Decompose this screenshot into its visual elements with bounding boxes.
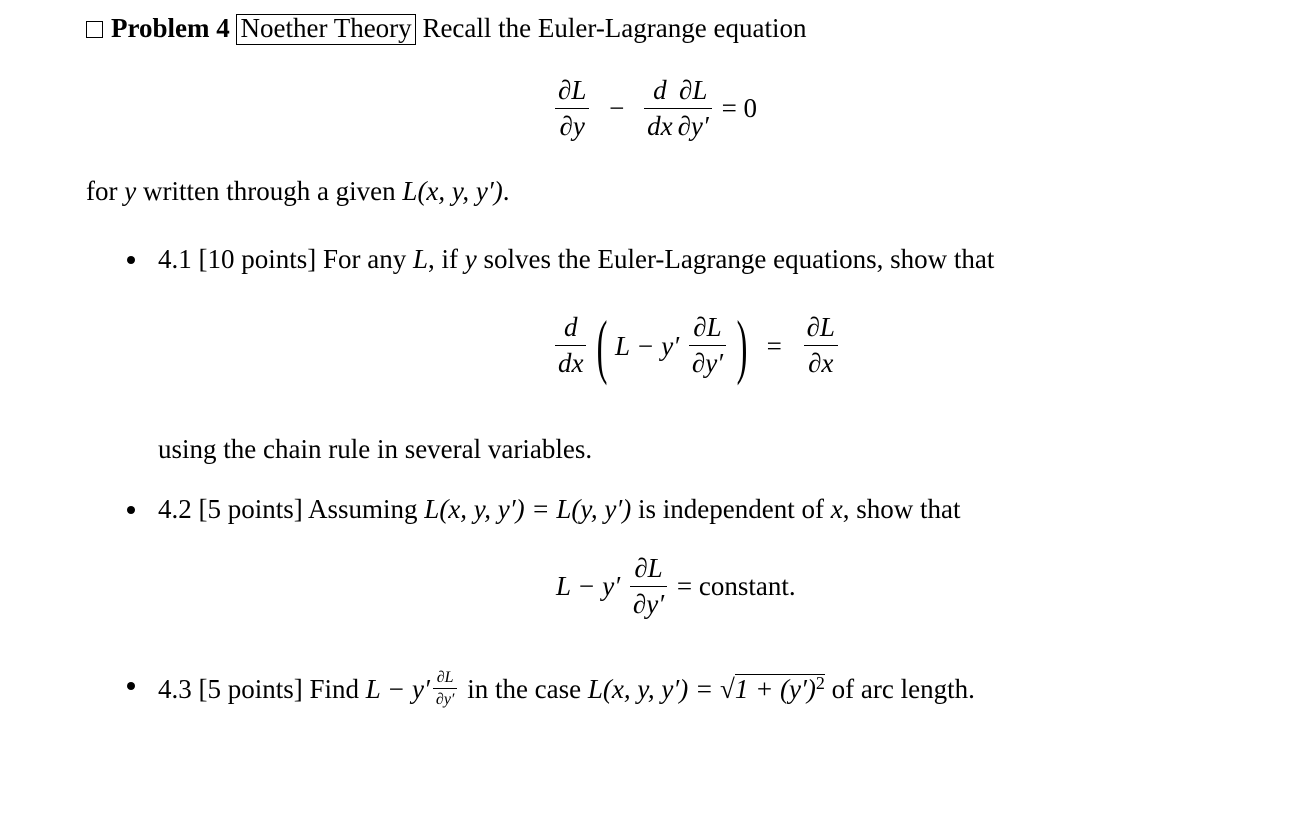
right-paren: ) bbox=[736, 306, 748, 386]
intro-text: Recall the Euler-Lagrange equation bbox=[422, 13, 807, 43]
item-math: L − y′ bbox=[365, 674, 430, 704]
item-points: [10 points] bbox=[198, 244, 317, 274]
eq-minus: − bbox=[609, 93, 625, 124]
problem-title: Problem 4 bbox=[111, 13, 230, 43]
square-checkbox-icon[interactable] bbox=[86, 21, 103, 38]
eq42-rhs: = constant. bbox=[676, 571, 796, 602]
item-number: 4.2 bbox=[158, 494, 192, 524]
for-line bbox=[86, 178, 510, 205]
item-var: L bbox=[413, 244, 429, 274]
item-text: solves the Euler-Lagrange equations, show that bbox=[483, 244, 995, 274]
eq42-dL-dyprime: $\frac{\partial L}{\partial y'}$ bbox=[630, 554, 667, 619]
bullet-item-4-3 bbox=[127, 682, 135, 690]
item-math: L(x, y, y′) = L(y, y′) bbox=[424, 494, 632, 524]
sqrt-content: $1 + (y')^2$ bbox=[734, 673, 825, 704]
item-4-1-after: using the chain rule in several variables. bbox=[158, 434, 593, 464]
item-text: Find bbox=[309, 674, 360, 704]
eq41-inner-L: L − y′ bbox=[614, 330, 680, 361]
item-text: Assuming bbox=[308, 494, 418, 524]
item-number: 4.3 bbox=[158, 674, 192, 704]
for-suffix: . bbox=[502, 176, 510, 206]
euler-lagrange-equation bbox=[552, 76, 757, 141]
problem-header bbox=[86, 14, 806, 45]
for-func: L(x, y, y′) bbox=[402, 176, 503, 206]
eq-frac-dL-dy: $\frac{\partial L}{\partial y}$ bbox=[555, 76, 589, 141]
for-middle: written through a given bbox=[142, 176, 396, 206]
eq41-d-dx: $\frac{d}{dx}$ bbox=[555, 313, 586, 378]
item-text: in the case bbox=[467, 674, 582, 704]
left-paren: ( bbox=[596, 306, 608, 386]
item-4-3-text bbox=[158, 670, 975, 708]
item-4-2-text bbox=[158, 496, 960, 523]
item-text: For any bbox=[323, 244, 407, 274]
item-text: , show that bbox=[842, 494, 961, 524]
item-text: is independent of bbox=[638, 494, 824, 524]
equation-4-1 bbox=[552, 306, 841, 386]
bullet-item-4-2 bbox=[127, 506, 135, 514]
item-math: L(x, y, y′) = bbox=[587, 674, 714, 704]
for-prefix: for bbox=[86, 176, 118, 206]
inline-dL-dyprime: $\frac{\partial L}{\partial y'}$ bbox=[433, 670, 458, 708]
boxed-topic: Noether Theory bbox=[236, 14, 415, 45]
eq-rhs: = 0 bbox=[721, 93, 758, 124]
item-var: y bbox=[464, 244, 477, 274]
eq41-dL-dyprime: $\frac{\partial L}{\partial y'}$ bbox=[689, 313, 726, 378]
item-text: of arc length. bbox=[831, 674, 975, 704]
item-text: , if bbox=[428, 244, 459, 274]
eq41-dL-dx: $\frac{\partial L}{\partial x}$ bbox=[804, 313, 838, 378]
item-4-1-text bbox=[158, 246, 994, 273]
eq42-lhs: L − y′ bbox=[556, 571, 621, 602]
eq-frac-dL-dyprime: $\frac{\partial L}{\partial y'}$ bbox=[675, 76, 712, 141]
item-points: [5 points] bbox=[198, 494, 303, 524]
equation-4-2 bbox=[556, 554, 796, 619]
for-var-y: y bbox=[124, 176, 137, 206]
item-points: [5 points] bbox=[198, 674, 303, 704]
eq-frac-d-dx: $\frac{d}{dx}$ bbox=[644, 76, 675, 141]
bullet-item-4-1 bbox=[127, 256, 135, 264]
eq41-equals: = bbox=[766, 330, 782, 361]
item-number: 4.1 bbox=[158, 244, 192, 274]
item-var: x bbox=[830, 494, 843, 524]
sqrt-icon: √ bbox=[719, 674, 735, 704]
